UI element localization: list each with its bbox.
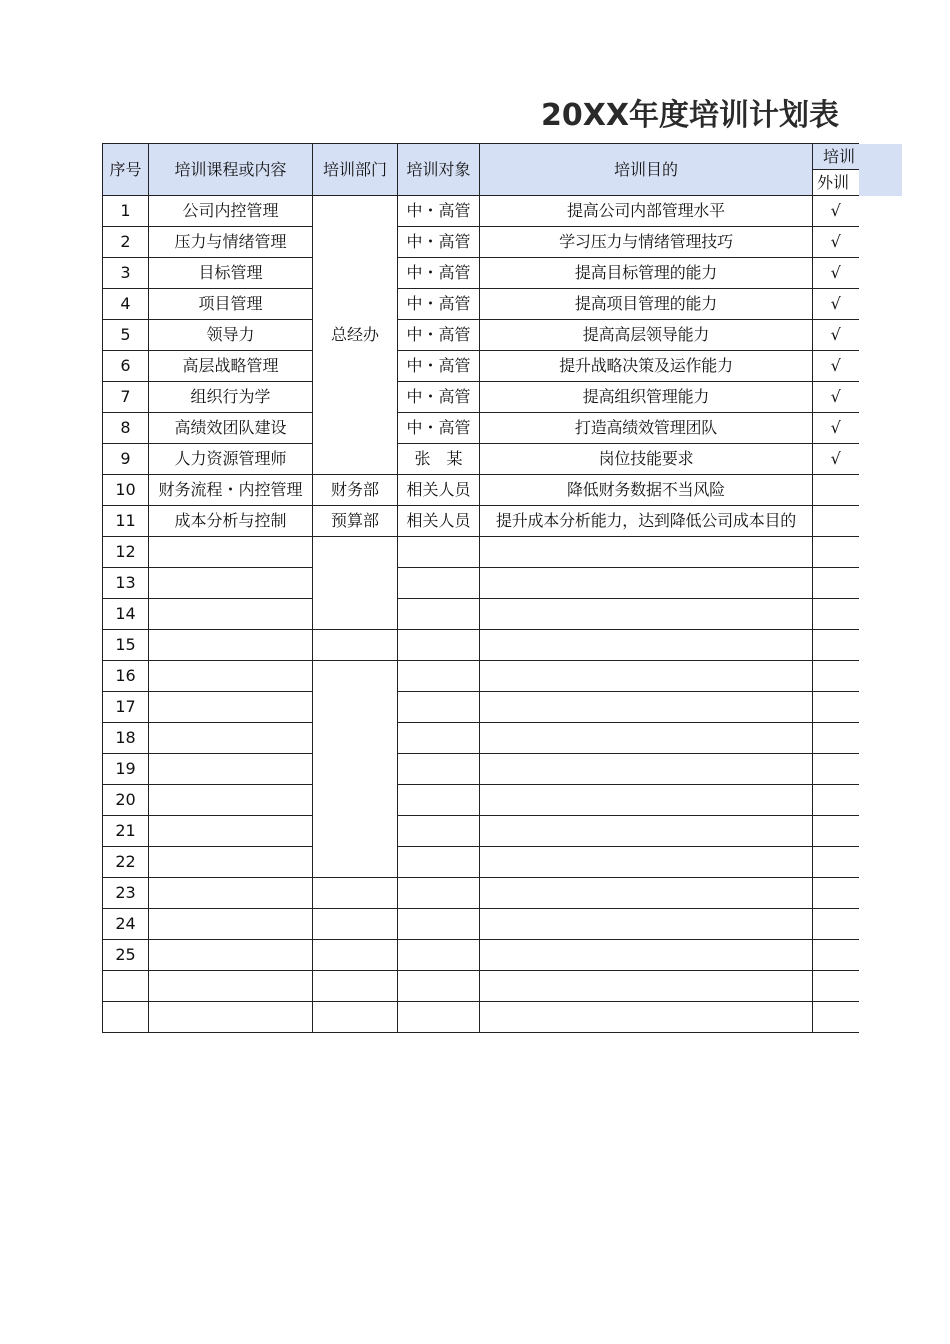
course-cell: 人力资源管理师 — [149, 444, 313, 475]
course-cell — [149, 847, 313, 878]
target-cell: 相关人员 — [398, 506, 480, 537]
course-cell — [149, 630, 313, 661]
dept-cell — [313, 630, 398, 661]
external-cell — [813, 599, 859, 630]
seq-cell: 21 — [103, 816, 149, 847]
page-title: 20XX年度培训计划表 — [541, 98, 840, 133]
dept-cell — [313, 940, 398, 971]
table-row — [103, 196, 859, 227]
table-row — [103, 289, 859, 320]
target-cell — [398, 1002, 480, 1033]
external-cell — [813, 785, 859, 816]
table-row — [103, 258, 859, 289]
purpose-cell — [480, 816, 813, 847]
seq-cell: 24 — [103, 909, 149, 940]
header-method-label: 培训 — [823, 147, 856, 166]
target-cell — [398, 940, 480, 971]
purpose-cell — [480, 909, 813, 940]
table-row — [103, 599, 859, 630]
external-cell — [813, 1002, 859, 1033]
target-cell: 中・高管 — [398, 382, 480, 413]
course-cell — [149, 940, 313, 971]
purpose-cell: 降低财务数据不当风险 — [480, 475, 813, 506]
seq-cell: 25 — [103, 940, 149, 971]
purpose-cell — [480, 878, 813, 909]
course-cell: 项目管理 — [149, 289, 313, 320]
dept-cell — [313, 971, 398, 1002]
purpose-cell — [480, 723, 813, 754]
target-cell — [398, 599, 480, 630]
seq-cell: 11 — [103, 506, 149, 537]
seq-cell: 16 — [103, 661, 149, 692]
dept-cell — [313, 878, 398, 909]
table-row — [103, 568, 859, 599]
external-cell — [813, 816, 859, 847]
target-cell — [398, 692, 480, 723]
purpose-cell: 提高项目管理的能力 — [480, 289, 813, 320]
external-cell: √ — [813, 413, 859, 444]
course-cell — [149, 537, 313, 568]
seq-cell: 1 — [103, 196, 149, 227]
table-row — [103, 537, 859, 568]
seq-cell: 19 — [103, 754, 149, 785]
table-row — [103, 506, 859, 537]
target-cell: 中・高管 — [398, 289, 480, 320]
header-external — [813, 170, 859, 196]
target-cell — [398, 661, 480, 692]
course-cell — [149, 909, 313, 940]
seq-cell: 17 — [103, 692, 149, 723]
table-row — [103, 444, 859, 475]
dept-cell — [313, 537, 398, 630]
purpose-cell: 提升成本分析能力，达到降低公司成本目的 — [480, 506, 813, 537]
table-row — [103, 475, 859, 506]
course-cell: 公司内控管理 — [149, 196, 313, 227]
header-purpose: 培训目的 — [480, 144, 813, 196]
course-cell — [149, 599, 313, 630]
target-cell: 中・高管 — [398, 227, 480, 258]
table-row — [103, 382, 859, 413]
course-cell: 财务流程・内控管理 — [149, 475, 313, 506]
course-cell: 高层战略管理 — [149, 351, 313, 382]
target-cell — [398, 568, 480, 599]
table-row — [103, 351, 859, 382]
external-cell — [813, 506, 859, 537]
header-dept: 培训部门 — [313, 144, 398, 196]
target-cell: 相关人员 — [398, 475, 480, 506]
external-cell: √ — [813, 289, 859, 320]
course-cell: 领导力 — [149, 320, 313, 351]
dept-cell — [313, 661, 398, 878]
seq-cell: 22 — [103, 847, 149, 878]
course-cell — [149, 723, 313, 754]
external-cell: √ — [813, 258, 859, 289]
course-cell: 组织行为学 — [149, 382, 313, 413]
purpose-cell: 学习压力与情绪管理技巧 — [480, 227, 813, 258]
seq-cell: 15 — [103, 630, 149, 661]
table-row — [103, 785, 859, 816]
table-row — [103, 227, 859, 258]
purpose-cell: 提高高层领导能力 — [480, 320, 813, 351]
table-row — [103, 723, 859, 754]
target-cell: 中・高管 — [398, 320, 480, 351]
target-cell — [398, 785, 480, 816]
table-row — [103, 692, 859, 723]
purpose-cell: 打造高绩效管理团队 — [480, 413, 813, 444]
seq-cell: 10 — [103, 475, 149, 506]
seq-cell: 12 — [103, 537, 149, 568]
target-cell — [398, 723, 480, 754]
purpose-cell — [480, 568, 813, 599]
header-row — [103, 144, 859, 170]
external-cell: √ — [813, 320, 859, 351]
purpose-cell — [480, 754, 813, 785]
purpose-cell — [480, 940, 813, 971]
target-cell: 张 某 — [398, 444, 480, 475]
purpose-cell — [480, 537, 813, 568]
seq-cell — [103, 971, 149, 1002]
external-cell: √ — [813, 227, 859, 258]
header-seq: 序号 — [103, 144, 149, 196]
seq-cell: 20 — [103, 785, 149, 816]
external-cell — [813, 661, 859, 692]
external-cell — [813, 909, 859, 940]
purpose-cell — [480, 847, 813, 878]
course-cell: 成本分析与控制 — [149, 506, 313, 537]
header-target: 培训对象 — [398, 144, 480, 196]
target-cell — [398, 909, 480, 940]
dept-cell: 财务部 — [313, 475, 398, 506]
target-cell — [398, 630, 480, 661]
external-cell — [813, 940, 859, 971]
course-cell — [149, 661, 313, 692]
seq-cell: 18 — [103, 723, 149, 754]
seq-cell: 4 — [103, 289, 149, 320]
table-row — [103, 754, 859, 785]
target-cell: 中・高管 — [398, 351, 480, 382]
dept-cell: 预算部 — [313, 506, 398, 537]
purpose-cell: 提升战略决策及运作能力 — [480, 351, 813, 382]
course-cell — [149, 568, 313, 599]
purpose-cell: 提高目标管理的能力 — [480, 258, 813, 289]
purpose-cell — [480, 971, 813, 1002]
purpose-cell — [480, 785, 813, 816]
table-row — [103, 940, 859, 971]
dept-cell — [313, 909, 398, 940]
table-row — [103, 909, 859, 940]
table-row — [103, 971, 859, 1002]
external-cell: √ — [813, 351, 859, 382]
course-cell — [149, 816, 313, 847]
header-external-label: 外训 — [817, 173, 850, 192]
course-cell — [149, 878, 313, 909]
seq-cell: 5 — [103, 320, 149, 351]
table-row — [103, 413, 859, 444]
target-cell: 中・高管 — [398, 258, 480, 289]
seq-cell: 8 — [103, 413, 149, 444]
course-cell: 压力与情绪管理 — [149, 227, 313, 258]
table-row — [103, 661, 859, 692]
dept-cell — [313, 1002, 398, 1033]
target-cell — [398, 816, 480, 847]
external-cell — [813, 630, 859, 661]
header-course: 培训课程或内容 — [149, 144, 313, 196]
seq-cell: 13 — [103, 568, 149, 599]
seq-cell: 9 — [103, 444, 149, 475]
training-plan-table — [102, 143, 859, 1033]
target-cell: 中・高管 — [398, 413, 480, 444]
external-cell — [813, 692, 859, 723]
external-cell: √ — [813, 382, 859, 413]
purpose-cell — [480, 630, 813, 661]
header-method — [813, 144, 859, 170]
seq-cell: 7 — [103, 382, 149, 413]
table-row — [103, 847, 859, 878]
external-cell — [813, 537, 859, 568]
external-cell — [813, 723, 859, 754]
seq-cell: 14 — [103, 599, 149, 630]
seq-cell: 3 — [103, 258, 149, 289]
course-cell — [149, 692, 313, 723]
header-extension-fill — [857, 144, 902, 196]
seq-cell — [103, 1002, 149, 1033]
external-cell — [813, 754, 859, 785]
course-cell — [149, 785, 313, 816]
course-cell: 高绩效团队建设 — [149, 413, 313, 444]
purpose-cell: 提高公司内部管理水平 — [480, 196, 813, 227]
course-cell — [149, 1002, 313, 1033]
purpose-cell — [480, 599, 813, 630]
purpose-cell: 提高组织管理能力 — [480, 382, 813, 413]
purpose-cell: 岗位技能要求 — [480, 444, 813, 475]
target-cell — [398, 971, 480, 1002]
external-cell — [813, 878, 859, 909]
external-cell — [813, 475, 859, 506]
target-cell — [398, 537, 480, 568]
seq-cell: 23 — [103, 878, 149, 909]
external-cell: √ — [813, 196, 859, 227]
external-cell — [813, 971, 859, 1002]
target-cell — [398, 878, 480, 909]
table-row — [103, 630, 859, 661]
seq-cell: 2 — [103, 227, 149, 258]
external-cell: √ — [813, 444, 859, 475]
purpose-cell — [480, 1002, 813, 1033]
table-row — [103, 320, 859, 351]
purpose-cell — [480, 661, 813, 692]
seq-cell: 6 — [103, 351, 149, 382]
course-cell: 目标管理 — [149, 258, 313, 289]
course-cell — [149, 971, 313, 1002]
external-cell — [813, 568, 859, 599]
target-cell: 中・高管 — [398, 196, 480, 227]
purpose-cell — [480, 692, 813, 723]
dept-cell: 总经办 — [313, 196, 398, 475]
table-row — [103, 816, 859, 847]
table-row — [103, 878, 859, 909]
table-row — [103, 1002, 859, 1033]
course-cell — [149, 754, 313, 785]
external-cell — [813, 847, 859, 878]
target-cell — [398, 754, 480, 785]
target-cell — [398, 847, 480, 878]
